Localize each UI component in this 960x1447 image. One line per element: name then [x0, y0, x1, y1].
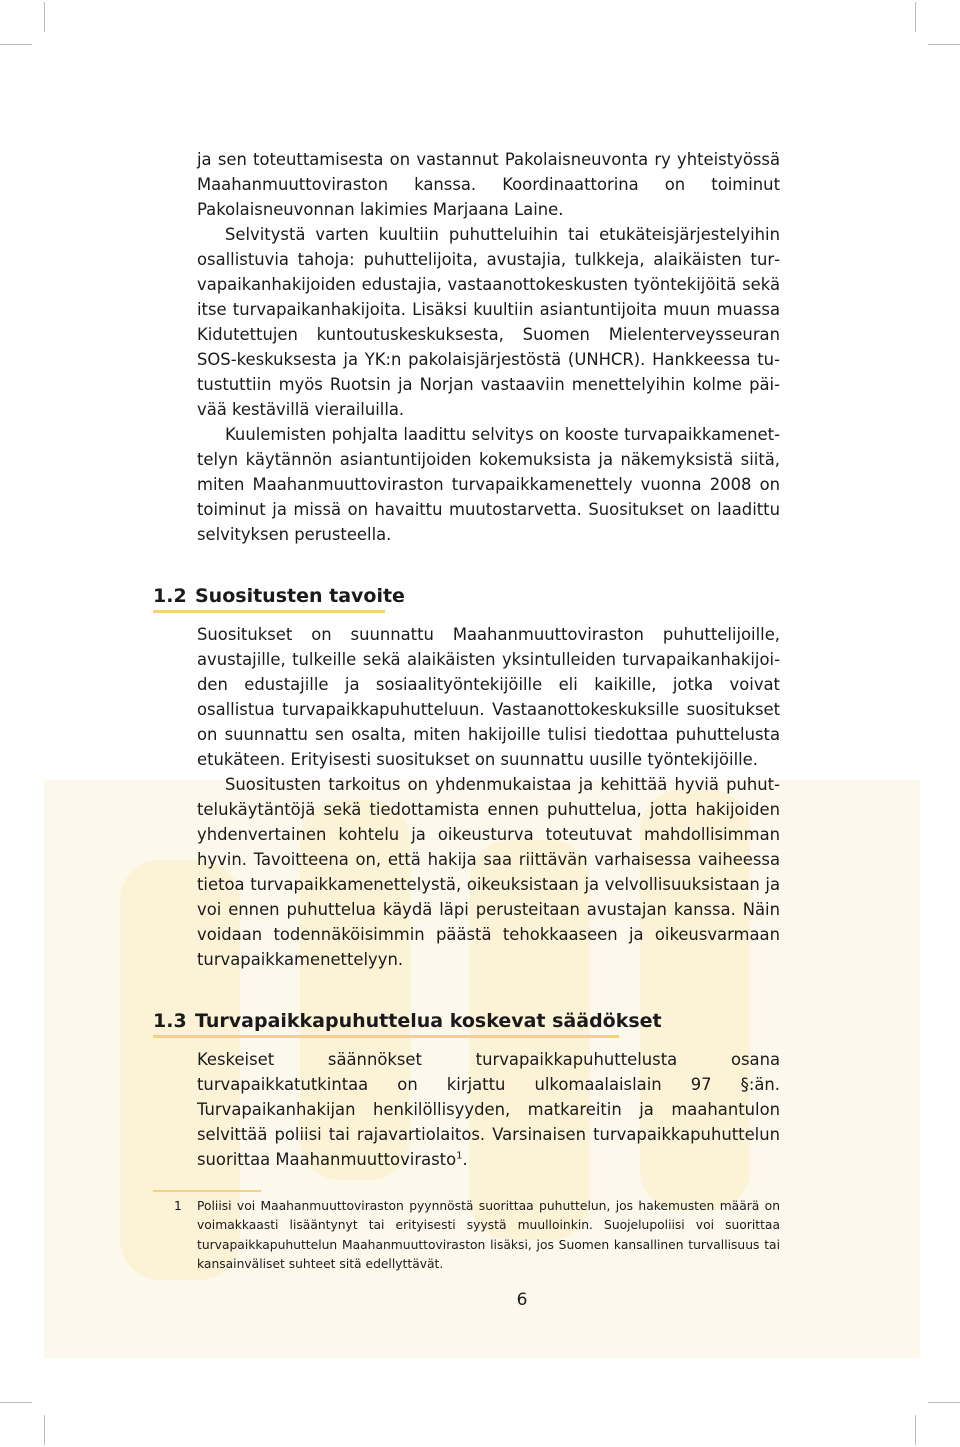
- footnote-reference[interactable]: 1: [456, 1150, 463, 1162]
- section-body: [197, 1047, 780, 1172]
- paragraph-text: Keskeiset säännökset turvapaikkapuhuttelusta osana turvapaikkatutkintaa on kirjattu ulkomaalaislain 97 §:än. Turvapaikanhakijan henkilöllisyyden, matkareitin ja maahantulon selvittää poliisi tai rajavartiolaitos. Varsinaisen turvapaikkapuhuttelun suorittaa Maahanmuuttovirasto: [197, 1050, 780, 1169]
- section-heading: [153, 1008, 780, 1034]
- paragraph: Selvitystä varten kuultiin puhutteluihin tai etukäteisjärjestelyihin osallistuvia tahoja: puhuttelijoita, avustajia, tulkkeja, alaikäisten turvapaikanhakijoiden edustajia, vastaanottokeskusten työntekijöitä sekä itse turvapaikanhakijoita. Lisäksi kuultiin asiantuntijoita muun muassa Kidutettujen kuntoutuskeskuksesta, Suomen Mielenterveysseuran SOS-keskuksesta ja YK:n pakolaisjärjestöstä (UNHCR). Hankkeessa tutustuttiin myös Ruotsin ja Norjan vastaaviin menettelyihin kolme päivää kestävillä vierailuilla.: [197, 225, 780, 419]
- section-title: Suositusten tavoite: [195, 585, 405, 607]
- intro-text-block: [197, 147, 780, 547]
- page-number: 6: [516, 1290, 528, 1310]
- paragraph: Suositukset on suunnattu Maahanmuuttoviraston puhuttelijoille, avustajille, tulkeille sekä alaikäisten yksintulleiden turvapaikanhakijoiden edustajille ja sosiaalityöntekijöille eli kaikille, jotka voivat osallistua turvapaikkapuhutteluun. Vastaanottokeskuksille suositukset on suunnattu sen osalta, miten hakijoille tulisi tiedottaa puhuttelusta etukäteen. Erityisesti suositukset on suunnattu uusille työntekijöille.: [197, 625, 780, 769]
- crop-mark: [44, 2, 45, 32]
- crop-mark: [915, 1415, 916, 1445]
- footnote-rule: [153, 1190, 261, 1192]
- footnote-number: 1: [174, 1199, 182, 1213]
- section-body: [197, 622, 780, 972]
- heading-underline: [153, 1035, 619, 1038]
- crop-mark: [44, 1415, 45, 1445]
- crop-mark: [0, 1402, 32, 1403]
- paragraph: [197, 1047, 780, 1172]
- heading-underline: [153, 610, 385, 613]
- paragraph: ja sen toteuttamisesta on vastannut Pakolaisneuvonta ry yhteistyössä Maahanmuuttoviraston kanssa. Koordinaattorina on toiminut Pakolaisneuvonnan lakimies Marjaana Laine.: [197, 150, 780, 219]
- crop-mark: [915, 2, 916, 32]
- crop-mark: [928, 44, 960, 45]
- crop-mark: [928, 1402, 960, 1403]
- paragraph-end: .: [462, 1150, 468, 1169]
- paragraph: Suositusten tarkoitus on yhdenmukaistaa ja kehittää hyviä puhuttelukäytäntöjä sekä tiedottamista ennen puhuttelua, jotta hakijoiden yhdenvertainen kohtelu ja oikeusturva toteutuvat mahdollisimman hyvin. Tavoitteena on, että hakija saa riittävän varhaisessa vaiheessa tietoa turvapaikkamenettelystä, oikeuksistaan ja velvollisuuksistaan ja voi ennen puhuttelua käydä läpi perusteitaan avustajan kanssa. Näin voidaan todennäköisimmin päästä tehokkaaseen ja oikeusvarmaan turvapaikkamenettelyyn.: [197, 775, 780, 969]
- section-title: Turvapaikkapuhuttelua koskevat säädökset: [195, 1010, 662, 1032]
- footnote-text: Poliisi voi Maahanmuuttoviraston pyynnöstä suorittaa puhuttelun, jos hakemusten määrä on voimakkaasti lisääntynyt tai erityisesti syystä muulloinkin. Suojelupoliisi voi suorittaa turvapaikkapuhuttelun Maahanmuuttoviraston lisäksi, jos Suomen kansallinen turvallisuus tai kansainväliset suhteet sitä edellyttävät.: [197, 1199, 780, 1271]
- crop-mark: [0, 44, 32, 45]
- section-heading: [153, 583, 780, 609]
- paragraph: Kuulemisten pohjalta laadittu selvitys on kooste turvapaikkamenettelyn käytännön asiantuntijoiden kokemuksista ja näkemyksistä siitä, miten Maahanmuuttoviraston turvapaikkamenettely vuonna 2008 on toiminut ja missä on havaittu muutostarvetta. Suositukset on laadittu selvityksen perusteella.: [197, 425, 780, 544]
- section-number: 1.2: [153, 585, 187, 607]
- section-number: 1.3: [153, 1010, 187, 1032]
